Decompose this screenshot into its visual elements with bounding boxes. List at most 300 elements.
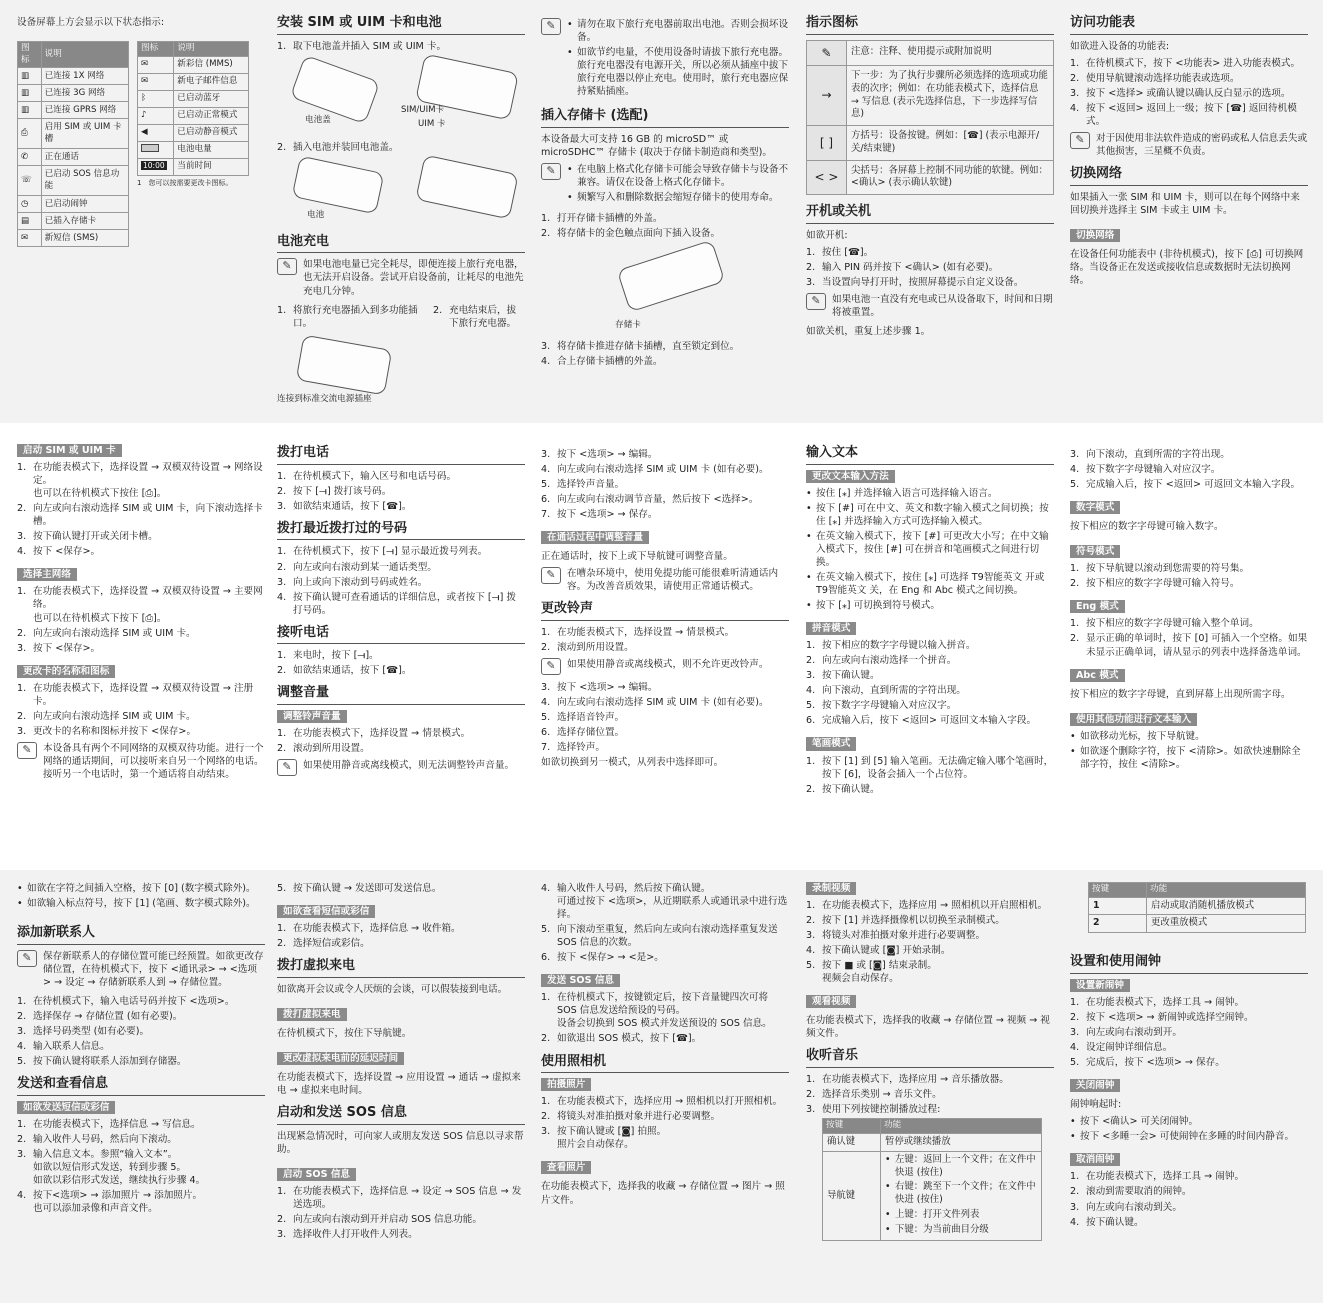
text-p3-c4-a2: 按下 [1] 并选择摄像机以切换至录制模式。 [822, 915, 1005, 927]
text-p1-c3-b1: • 请勿在取下旅行充电器前取出电池。否则会损坏设备。 [567, 18, 789, 44]
text-p1-c2-lb_batt: 电池 [307, 209, 325, 220]
text-p3-c3-a5: 向下滚动至重复，然后向左或向右滚动选择重复发送 SOS 信息的次数。 [557, 924, 778, 949]
text-p1-c1-hdr_desc: 说明 [174, 42, 249, 57]
gprs-network-icon: ▥ [21, 104, 30, 115]
text-p2-c2-note: 如果使用静音或离线模式，则无法调整铃声音量。 [303, 760, 515, 772]
text-p2-c2-d1: 在功能表模式下，选择设置 → 情景模式。 [293, 728, 471, 740]
alarm-icon: ◷ [21, 198, 29, 209]
text-p2-c2-b2: 向左或向右滚动到某一通话类型。 [293, 561, 437, 573]
sos-icon: ☏ [21, 175, 32, 186]
text-p3-c3-a6: 按下 <保存> → <是>。 [557, 952, 664, 964]
subheading-record-video: 录制视频 [806, 882, 856, 895]
text-p3-c4-f1: 暂停或继续播放 [881, 1133, 1042, 1151]
note-charger [541, 18, 789, 100]
text-p3-c5-k2: 2 [1089, 915, 1147, 933]
battery-icon [141, 144, 159, 152]
text-p3-c1-b1: 在功能表模式下，选择信息 → 写信息。 [33, 1118, 201, 1130]
subheading-pinyin: 拼音模式 [806, 622, 856, 635]
text-p2-c3-b7: 选择铃声。 [557, 742, 605, 754]
heading-answer-call: 接听电话 [277, 624, 525, 645]
figure-memory-card [541, 244, 789, 334]
text-p2-c1-a1: 在功能表模式下，选择设置 → 双模双待设置 → 网络设定。 [33, 462, 263, 487]
text-p3-c1-a4: 输入联系人信息。 [33, 1041, 110, 1053]
ringtone-column: 3. 按下 <选项> → 编辑。 4. 向左或向右滚动选择 SIM 或 UIM 卡 (如有必要)。 5. 选择铃声音量。 6. 向左或向右滚动调节音量，然后按下 <选择>。 7. 按下 <选项> → 保存。 在通话过程中调整音量 正在通话时，按下上或下导航键可调整音量。 ✎ 在嘈杂环境中，使用免提功能可能很难听清通话内容。为改善音质效果，请使用正常通话模式。 更改铃声 1. 在功能表模式下，选择设置 → 情景模式。 2. 滚动到所用设置。 ✎ 如果使用静音或离线模式，则不允许更改铃声。 3. 按下 <选项> → 编辑。 4. 向左或向右滚动选择 SIM 或 UIM 卡 (如有必要)。 5. 选择语音铃声。 6. 选择存储位置。 7. 选择铃声。 如欲切换到另一模式，从列表中选择即可。 [541, 448, 789, 773]
text-p1-c4-r1: 注意：注释、使用提示或附加说明 [847, 40, 1054, 65]
bluetooth-icon: ᛒ [141, 92, 147, 103]
text-p1-c1-right-3: 已启动正常模式 [174, 107, 249, 124]
text-p1-c1-hdr_icon: 图标 [138, 42, 174, 57]
text-p2-c2-c1: 来电时，按下 [⟞]。 [293, 650, 379, 662]
text-p1-c1-left-7: 已插入存储卡 [41, 213, 128, 230]
text-p2-c5-u1: • 如欲移动光标，按下导航键。 [1070, 730, 1308, 743]
text-p3-c5-th2: 功能 [1147, 883, 1306, 898]
text-p2-c1-a2: 向左或向右滚动选择 SIM 或 UIM 卡，向下滚动选择卡槽。 [33, 503, 263, 528]
heading-switch-network: 切换网络 [1070, 165, 1308, 186]
note-icon: ✎ [541, 18, 561, 35]
subheading-cancel-alarm: 取消闹钟 [1070, 1153, 1120, 1166]
memory-card-column: ✎ • 请勿在取下旅行充电器前取出电池。否则会损坏设备。 • 如欲节约电量，不使用设备时请拔下旅行充电器。旅行充电器没有电源开关，所以必须从插座中拔下旅行充电器以停止充电。使用时，旅行充电器应保持紧贴插座。 插入存储卡 (选配) 本设备最大可支持 16 GB 的 microSD™ 或 microSDHC™ 存储卡 (取决于存储卡制造商和类型)。 ✎ • 在电脑上格式化存储卡可能会导致存储卡与设备不兼容。请仅在设备上格式化存储卡。 • 频繁写入和删除数据会缩短存储卡的使用寿命。 1. 打开存储卡插槽的外盖。 2. 将存储卡的金色触点面向下插入设备。 存储卡 3. 将存储卡推进存储卡插槽，直至锁定到位。 4. 合上存储卡插槽的外盖。 [541, 14, 789, 370]
text-p1-c4-r4: 尖括号：各屏幕上控制不同功能的软键。例如：<确认> (表示确认软键) [847, 160, 1054, 195]
text-p1-c5-s1: 在待机模式下，按下 <功能表> 进入功能表模式。 [1086, 57, 1301, 69]
text-p2-c4-u3: • 在英文输入模式下，按下 [#] 可更改大小写；在中文输入模式下，按住 [#] 可在拼音和笔画模式之间进行切换。 [806, 530, 1054, 569]
text-p2-c4-b1: 按下 [1] 到 [5] 输入笔画。无法确定输入哪个笔画时，按下 [6]，设备会插入一个占位符。 [822, 755, 1054, 780]
subheading-set-alarm: 设置新闹钟 [1070, 979, 1130, 992]
text-p1-c4-sym2: → [807, 65, 847, 125]
subheading-other-input: 使用其他功能进行文本输入 [1070, 713, 1197, 726]
text-p2-c3-b1: 在功能表模式下，选择设置 → 情景模式。 [557, 627, 735, 639]
text-p3-c3-a4: 输入收件人号码，然后按下确认键。 [557, 883, 711, 894]
text-p1-c5-s2: 使用导航键滚动选择功能表或选项。 [1086, 72, 1240, 84]
camera-column: 4. 输入收件人号码，然后按下确认键。 可通过按下 <选项>，从近期联系人或通讯录中进行选择。 5. 向下滚动至重复，然后向左或向右滚动选择重复发送 SOS 信息的次数。 6. 按下 <保存> → <是>。 发送 SOS 信息 1. 在待机模式下，按键锁定后，按下音量键四次可将 SOS 信息发送给预设的号码。 设备会切换到 SOS 模式并发送预设的 SOS 信息。 2. 如欲退出 SOS 模式，按下 [☎]。 使用照相机 拍摄照片 1. 在功能表模式下，选择应用 → 照相机以打开照相机。 2. 将镜头对准拍摄对象并进行必要调整。 3. 按下确认键或 [◙] 拍照。 照片会自动保存。 查看照片 在功能表模式下，选择我的收藏 → 存储位置 → 图片 → 照片文件。 [541, 883, 788, 1206]
text-p1-c1-left-2: 已连接 GPRS 网络 [41, 102, 128, 119]
text-p3-c5-th1: 按键 [1089, 883, 1147, 898]
text-p1-c1-left-4: 正在通话 [41, 149, 128, 166]
text-p3-c4-f2-2: • 上键：打开文件列表 [885, 1209, 1037, 1222]
note-icon: ✎ [541, 658, 561, 675]
text-p1-c4-s3: 当设置向导打开时，按照屏幕提示自定义设备。 [822, 277, 1024, 289]
memory-card-icon: ▤ [21, 215, 30, 226]
call-icon: ✆ [21, 151, 29, 162]
text-p1-c4-r3: 方括号：设备按键。例如：[☎] (表示电源开/关/结束键) [847, 126, 1054, 161]
text-p3-c4-p1: 在功能表模式下，选择我的收藏 → 存储位置 → 视频 → 视频文件。 [806, 1015, 1050, 1040]
text-p1-c1-left-1: 已连接 3G 网络 [41, 85, 128, 102]
text-p1-c1-right-1: 新电子邮件信息 [174, 73, 249, 90]
text-p3-c3-c1: 在功能表模式下，选择应用 → 照相机以打开照相机。 [557, 1096, 783, 1108]
text-p1-c2-s4: 充电结束后，拔下旅行充电器。 [449, 304, 517, 329]
text-p3-c2-a5: 按下确认键 → 发送即可发送信息。 [293, 883, 442, 894]
text-p1-c4-sym4: < > [807, 160, 847, 195]
subheading-abc-mode: Abc 模式 [1070, 669, 1125, 682]
menu-column: 访问功能表 如欲进入设备的功能表: 1. 在待机模式下，按下 <功能表> 进入功能表模式。 2. 使用导航键滚动选择功能表或选项。 3. 按下 <选择> 或确认键以确认反白显示的选项。 4. 按下 <返回> 返回上一级；按下 [☎] 返回待机模式。 ✎ 对于因使用非法软件造成的密码或私人信息丢失或其他损害，三星概不负责。 切换网络 如果插入一张 SIM 和 UIM 卡，则可以在每个网络中来回切换并选择主 SIM 卡或主 UIM 卡。 切换网络 在设备任何功能表中 (非待机模式)，按下 [⎙] 可切换网络。当设备正在发送或接收信息或数据时无法切换网络。 [1070, 15, 1308, 286]
text-p3-c5-f2: 更改重放模式 [1147, 915, 1306, 933]
text-p1-c2-s1: 取下电池盖并插入 SIM 或 UIM 卡。 [293, 40, 447, 52]
contacts-column: • 如欲在字符之间插入空格，按下 [0] (数字模式除外)。 • 如欲输入标点符号，按下 [1] (笔画、数字模式除外)。 添加新联系人 ✎ 保存新联系人的存储位置可能已经预置。如欲更改存储位置，在待机模式下，按下 <通讯录> → <选项> → 设定 → 存储新联系人到 → 存储位置。 1. 在待机模式下，输入电话号码并按下 <选项>。 2. 选择保存 → 存储位置 (如有必要)。 3. 选择号码类型 (如有必要)。 4. 输入联系人信息。 5. 按下确认键将联系人添加到存储器。 发送和查看信息 如欲发送短信或彩信 1. 在功能表模式下，选择信息 → 写信息。 2. 输入收件人号码，然后向下滚动。 3. 输入信息文本。参照“输入文本”。 如欲以短信形式发送，转到步骤 5。 如欲以彩信形式发送，继续执行步骤 4。 4. 按下<选项> → 添加照片 → 添加照片。 也可以添加录像和声音文件。 [17, 882, 265, 1217]
text-p3-c5-a5: 完成后，按下 <选项> → 保存。 [1086, 1057, 1225, 1069]
text-p3-c2-p4: 出现紧急情况时，可向家人或朋友发送 SOS 信息以寻求帮助。 [277, 1130, 524, 1155]
text-p2-c5-a5: 完成输入后，按下 <返回> 可返回文本输入字段。 [1086, 479, 1301, 491]
phone-battery-drawing [292, 155, 385, 214]
text-p3-c4-f2-1: • 右键：跳至下一个文件；在文件中快进 (按住) [885, 1181, 1037, 1207]
text-p3-c4-b1: 在功能表模式下，选择应用 → 音乐播放器。 [822, 1074, 1009, 1086]
text-p2-c3-note2: 如果使用静音或离线模式，则不允许更改铃声。 [567, 659, 769, 671]
note-ringtone [541, 658, 789, 675]
subheading-main-network: 选择主网络 [17, 568, 77, 581]
text-p2-c4-a6: 完成输入后，按下 <返回> 可返回文本输入字段。 [822, 715, 1037, 727]
text-p2-c2-b1: 在待机模式下，按下 [⟞] 显示最近拨号列表。 [293, 546, 488, 558]
text-p3-c4-k2: 导航键 [823, 1151, 881, 1241]
note-speaker [541, 567, 789, 593]
heading-fake-call: 拨打虚拟来电 [277, 957, 525, 978]
subheading-fake-call: 拨打虚拟来电 [277, 1008, 347, 1021]
text-p3-c4-a5: 按下 ■ 或 [◙] 结束录制。 [822, 960, 937, 972]
text-p2-c1-b1: 在功能表模式下，选择设置 → 双模双待设置 → 主要网络。 [33, 586, 263, 611]
note-icon: ✎ [541, 567, 561, 584]
figure-charger [277, 336, 525, 406]
text-p2-c2-b3: 向上或向下滚动到号码或姓名。 [293, 576, 428, 588]
text-p1-c3-lb_card: 存储卡 [615, 320, 641, 331]
text-p3-c5-p1: 闹钟响起时: [1070, 1099, 1122, 1111]
text-p1-c5-s4: 按下 <返回> 返回上一级；按下 [☎] 返回待机模式。 [1086, 102, 1297, 127]
text-p3-c5-f1: 启动或取消随机播放模式 [1147, 897, 1306, 915]
note-icon: ✎ [277, 759, 297, 776]
text-p3-c3-c3: 按下确认键或 [◙] 拍照。 [557, 1126, 667, 1138]
text-p2-c3-note1: 在嘈杂环境中，使用免提功能可能很难听清通话内容。为改善音质效果，请使用正常通话模式。 [567, 568, 779, 593]
text-p2-c5-b1: 按下导航键以滚动到您需要的符号集。 [1086, 563, 1250, 575]
text-p1-c1-hdr_icon: 图标 [18, 42, 42, 68]
text-p1-c5-s3: 按下 <选择> 或确认键以确认反白显示的选项。 [1086, 87, 1291, 99]
text-p2-c1-a3: 按下确认键打开或关闭卡槽。 [33, 531, 158, 543]
text-p2-c4-a2: 向左或向右滚动选择一个拼音。 [822, 655, 957, 667]
text-p1-c1-right-4: 已启动静音模式 [174, 124, 249, 141]
text-p1-c3-n2: • 频繁写入和删除数据会缩短存储卡的使用寿命。 [567, 191, 789, 204]
text-p3-c4-a3: 将镜头对准拍摄对象并进行必要调整。 [822, 930, 986, 942]
subheading-send-sos: 发送 SOS 信息 [541, 974, 620, 987]
text-p1-c2-lb_uim: UIM 卡 [418, 118, 446, 129]
heading-add-contact: 添加新联系人 [17, 924, 265, 945]
note-icon: ✎ [277, 258, 297, 275]
text-p3-c1-a1: 在待机模式下，输入电话号码并按下 <选项>。 [33, 995, 235, 1007]
text-p1-c4-note: 如果电池一直没有充电或已从设备取下，时间和日期将被重置。 [832, 294, 1053, 319]
subheading-input-method: 更改文本输入方法 [806, 470, 895, 483]
text-p1-c1-left-6: 已启动闹钟 [41, 196, 128, 213]
text-input-column: 输入文本 更改文本输入方法 • 按住 [⁎] 并选择输入语言可选择输入语言。 • 按下 [#] 可在中文、英文和数字输入模式之间切换；按住 [⁎] 并选择输入方式可选择输入模式。 • 在英文输入模式下，按下 [#] 可更改大小写；在中文输入模式下，按住 [#] 可在拼音和笔画模式之间进行切换。 • 在英文输入模式下，按住 [⁎] 可选择 T9智能英文 开或 T9智能英文 关，在 Eng 和 Abc 模式之间切换。 • 按下 [⁎] 可切换到符号模式。 拼音模式 1. 按下相应的数字字母键以输入拼音。 2. 向左或向右滚动选择一个拼音。 3. 按下确认键。 4. 向下滚动，直到所需的字符出现。 5. 按下数字字母键输入对应汉字。 6. 完成输入后，按下 <返回> 可返回文本输入字段。 笔画模式 1. 按下 [1] 到 [5] 输入笔画。无法确定输入哪个笔画时，按下 [6]，设备会插入一个占位符。 2. 按下确认键。 [806, 444, 1054, 798]
text-p1-c4-p1: 如欲开机: [806, 229, 848, 241]
text-p2-c3-p1: 正在通话时，按下上或下导航键可调整音量。 [541, 551, 733, 563]
text-p2-c1-b1b: 也可以在待机模式下按下 [⎙]。 [33, 612, 167, 624]
note-icon: ✎ [541, 163, 561, 180]
text-p3-c1-note: 保存新联系人的存储位置可能已经预置。如欲更改存储位置，在待机模式下，按下 <通讯录> → <选项> → 设定 → 存储新联系人到 → 存储位置。 [43, 950, 264, 988]
heading-redial: 拨打最近拨打过的号码 [277, 520, 525, 541]
subheading-send-message: 如欲发送短信或彩信 [17, 1101, 115, 1114]
normal-mode-icon: ♪ [141, 109, 147, 120]
text-p3-c5-b2: 滚动到需要取消的闹钟。 [1086, 1186, 1192, 1198]
heading-messages: 发送和查看信息 [17, 1075, 265, 1096]
text-p2-c4-b2: 按下确认键。 [822, 783, 880, 795]
text-p1-c2-note: 如果电池电量已完全耗尽，即便连接上旅行充电器，也无法开启设备。尝试开启设备前，让耗尽的电池先充电几分钟。 [303, 259, 524, 297]
indicator-footnote: 1 您可以按需要更改卡图标。 [137, 178, 233, 187]
text-p1-c4-r2: 下一步：为了执行步骤所必须选择的选项或功能表的次序；例如：在功能表模式下，选择信息 → 写信息 (表示先选择信息，下一步选择写信息) [847, 65, 1054, 125]
sms-icon: ✉ [21, 232, 29, 243]
note-liability [1070, 132, 1308, 158]
text-p3-c3-c2: 将镜头对准拍摄对象并进行必要调整。 [557, 1111, 721, 1123]
sim-settings-column: 启动 SIM 或 UIM 卡 1. 在功能表模式下，选择设置 → 双模双待设置 → 网络设定。 也可以在待机模式下按住 [⎙]。 2. 向左或向右滚动选择 SIM 或 UIM 卡，向下滚动选择卡槽。 3. 按下确认键打开或关闭卡槽。 4. 按下 <保存>。 选择主网络 1. 在功能表模式下，选择设置 → 双模双待设置 → 主要网络。 也可以在待机模式下按下 [⎙]。 2. 向左或向右滚动选择 SIM 或 UIM 卡。 3. 按下 <保存>。 更改卡的名称和图标 1. 在功能表模式下，选择设置 → 双模双待设置 → 注册卡。 2. 向左或向右滚动选择 SIM 或 UIM 卡。 3. 更改卡的名称和图标并按下 <保存>。 ✎ 本设备具有两个不同网络的双模双待功能。进行一个网络的通话期间，可以接听来自另一个网络的电话。接听另一个电话时，第一个通话将自动结束。 [17, 445, 264, 780]
note-battery [277, 258, 525, 297]
text-p1-c3-b2: • 如欲节约电量，不使用设备时请拔下旅行充电器。旅行充电器没有电源开关，所以必须从插座中拔下旅行充电器以停止充电。使用时，旅行充电器应保持紧贴插座。 [567, 46, 789, 98]
text-p3-c5-a4: 设定闹钟详细信息。 [1086, 1042, 1173, 1054]
heading-alarm: 设置和使用闹钟 [1070, 953, 1308, 974]
note-icon: ✎ [806, 293, 826, 310]
text-p3-c5-b1: 在功能表模式下，选择工具 → 闹钟。 [1086, 1171, 1245, 1183]
text-p2-c4-a1: 按下相应的数字字母键以输入拼音。 [822, 640, 976, 652]
text-p1-c3-n1: • 在电脑上格式化存储卡可能会导致存储卡与设备不兼容。请仅在设备上格式化存储卡。 [567, 163, 789, 189]
calls-column: 拨打电话 1. 在待机模式下，输入区号和电话号码。 2. 按下 [⟞] 拨打该号码。 3. 如欲结束通话，按下 [☎]。 拨打最近拨打过的号码 1. 在待机模式下，按下 [⟞] 显示最近拨号列表。 2. 向左或向右滚动到某一通话类型。 3. 向上或向下滚动到号码或姓名。 4. 按下确认键可查看通话的详细信息，或者按下 [⟞] 拨打号码。 接听电话 1. 来电时，按下 [⟞]。 2. 如欲结束通话，按下 [☎]。 调整音量 调整铃声音量 1. 在功能表模式下，选择设置 → 情景模式。 2. 滚动到所用设置。 ✎ 如果使用静音或离线模式，则无法调整铃声音量。 [277, 444, 525, 782]
text-p3-c4-b3: 使用下列按键控制播放过程: [822, 1104, 941, 1116]
text-p2-c3-b2: 滚动到所用设置。 [557, 642, 634, 654]
text-p2-c3-b5: 选择语音铃声。 [557, 712, 625, 724]
music-key-table-2 [1088, 882, 1306, 933]
phone-card-drawing [617, 240, 726, 313]
text-p3-c1-b3: 输入信息文本。参照“输入文本”。 [33, 1148, 178, 1160]
symbol-table [806, 40, 1054, 196]
subheading-stroke: 笔画模式 [806, 737, 856, 750]
heading-power: 开机或关机 [806, 203, 1054, 224]
text-p3-c3-a4b: 可通过按下 <选项>，从近期联系人或通讯录中进行选择。 [557, 896, 788, 921]
text-p2-c2-c2: 如欲结束通话，按下 [☎]。 [293, 665, 412, 677]
text-p2-c1-a1b: 也可以在待机模式下按住 [⎙]。 [33, 488, 167, 500]
text-p2-c4-u4: • 在英文输入模式下，按住 [⁎] 可选择 T9智能英文 开或 T9智能英文 关，在 Eng 和 Abc 模式之间切换。 [806, 571, 1054, 597]
text-p3-c5-a1: 在功能表模式下，选择工具 → 闹钟。 [1086, 996, 1245, 1008]
text-p2-c1-b3: 按下 <保存>。 [33, 642, 101, 654]
text-p1-c3-p1: 本设备最大可支持 16 GB 的 microSD™ 或 microSDHC™ 存储卡 (取决于存储卡制造商和类型)。 [541, 133, 772, 158]
subheading-eng-mode: Eng 模式 [1070, 600, 1125, 613]
subheading-take-photo: 拍摄照片 [541, 1078, 591, 1091]
subheading-watch-video: 观看视频 [806, 995, 856, 1008]
heading-make-call: 拨打电话 [277, 444, 525, 465]
text-p3-c5-a3: 向左或向右滚动到开。 [1086, 1027, 1182, 1039]
text-p1-c5-note: 对于因使用非法软件造成的密码或私人信息丢失或其他损害，三星概不负责。 [1096, 132, 1308, 157]
text-p2-c3-b6: 选择存储位置。 [557, 727, 625, 739]
text-p1-c1-right-5: 电池电量 [174, 141, 249, 158]
subheading-view-message: 如欲查看短信或彩信 [277, 905, 375, 918]
heading-symbols: 指示图标 [806, 14, 1054, 35]
text-p3-c3-b2: 如欲退出 SOS 模式，按下 [☎]。 [557, 1033, 702, 1045]
heading-install-sim: 安装 SIM 或 UIM 卡和电池 [277, 14, 525, 35]
heading-sos: 启动和发送 SOS 信息 [277, 1104, 525, 1125]
figure-insert-battery [277, 158, 525, 226]
text-p1-c2-s3: 将旅行充电器插入到多功能插口。 [293, 304, 418, 329]
note-icon: ✎ [1070, 132, 1090, 149]
text-p3-c2-c2: 向左或向右滚动到开并启动 SOS 信息功能。 [293, 1214, 482, 1226]
text-p3-c2-p2: 在待机模式下，按住下导航键。 [277, 1027, 412, 1039]
text-p1-c5-p1: 如欲进入设备的功能表: [1070, 40, 1170, 52]
note-icon: ✎ [17, 950, 37, 967]
heading-camera: 使用照相机 [541, 1053, 789, 1074]
mms-icon: ✉ [141, 58, 149, 69]
subheading-symbol-mode: 符号模式 [1070, 545, 1120, 558]
text-p3-c1-b4b: 也可以添加录像和声音文件。 [33, 1203, 158, 1215]
text-p3-c5-k1: 1 [1089, 897, 1147, 915]
text-p2-c4-a5: 按下数字字母键输入对应汉字。 [822, 700, 957, 712]
note-icon: ✎ [821, 45, 832, 60]
text-p3-c1-b3b: 如欲以短信形式发送，转到步骤 5。 [33, 1162, 187, 1173]
video-music-column: 录制视频 1. 在功能表模式下，选择应用 → 照相机以开启照相机。 2. 按下 [1] 并选择摄像机以切换至录制模式。 3. 将镜头对准拍摄对象并进行必要调整。 4. 按下确认键或 [◙] 开始录制。 5. 按下 ■ 或 [◙] 结束录制。 视频会自动保存。 观看视频 在功能表模式下，选择我的收藏 → 存储位置 → 视频 → 视频文件。 收听音乐 1. 在功能表模式下，选择应用 → 音乐播放器。 2. 选择音乐类别 → 音乐文件。 3. 使用下列按键控制播放过程: 按键 功能 确认键 暂停或继续播放 导航键 • 左键：返回上一个文件；在文件中快退 (按住) • 右键：跳至下一个文件；在文件中快进 (按住) • 上键：打开文件列表 • 下键：为当前曲目分级 [806, 882, 1054, 1241]
heading-text-input: 输入文本 [806, 444, 1054, 465]
heading-memory-card: 插入存储卡 (选配) [541, 107, 789, 128]
text-p3-c1-b3c: 如欲以彩信形式发送，继续执行步骤 4。 [33, 1175, 206, 1187]
text-p2-c1-note: 本设备具有两个不同网络的双模双待功能。进行一个网络的通话期间，可以接听来自另一个网络的电话。接听另一个电话时，第一个通话将自动结束。 [43, 742, 264, 780]
text-p1-c4-s1: 按住 [☎]。 [822, 246, 874, 258]
text-p2-c4-u5: • 按下 [⁎] 可切换到符号模式。 [806, 599, 1054, 612]
text-p2-c2-a3: 如欲结束通话，按下 [☎]。 [293, 500, 412, 512]
text-p2-c3-a7: 按下 <选项> → 保存。 [557, 509, 658, 521]
text-p2-c1-c3: 更改卡的名称和图标并按下 <保存>。 [33, 725, 197, 737]
phone-back-drawing [290, 54, 381, 124]
text-p3-c2-p1: 如欲离开会议或令人厌烦的会谈，可以假装接到电话。 [277, 983, 508, 995]
3g-network-icon: ▥ [21, 87, 30, 98]
text-p3-c3-b1b: 设备会切换到 SOS 模式并发送预设的 SOS 信息。 [557, 1018, 772, 1030]
text-p1-c5-p3: 在设备任何功能表中 (非待机模式)，按下 [⎙] 可切换网络。当设备正在发送或接收信息或数据时无法切换网络。 [1070, 248, 1304, 286]
text-p2-c3-a5: 选择铃声音量。 [557, 479, 625, 491]
text-p3-c4-b2: 选择音乐类别 → 音乐文件。 [822, 1089, 942, 1101]
text-p3-c1-u2: • 如欲输入标点符号，按下 [1] (笔画、数字模式除外)。 [17, 897, 265, 910]
text-p1-c2-lb_ac: 连接到标准交流电源插座 [277, 393, 372, 404]
1x-network-icon: ▥ [21, 70, 30, 81]
time-icon: 10:00 [143, 160, 165, 170]
text-p2-c4-a3: 按下确认键。 [822, 670, 880, 682]
note-power [806, 293, 1054, 319]
subheading-enable-sos: 启动 SOS 信息 [277, 1168, 356, 1181]
alarm-column: 按键 功能 1 启动或取消随机播放模式 2 更改重放模式 设置和使用闹钟 设置新闹钟 1. 在功能表模式下，选择工具 → 闹钟。 2. 按下 <选项> → 新闹钟或选择空闹钟。 3. 向左或向右滚动到开。 4. 设定闹钟详细信息。 5. 完成后，按下 <选项> → 保存。 关闭闹钟 闹钟响起时: • 按下 <确认> 可关闭闹钟。 • 按下 <多睡一会> 可使闹钟在多睡的时间内静音。 取消闹钟 1. 在功能表模式下，选择工具 → 闹钟。 2. 滚动到需要取消的闹钟。 3. 向左或向右滚动到关。 4. 按下确认键。 [1070, 882, 1308, 1231]
text-p3-c2-c1: 在功能表模式下，选择信息 → 设定 → SOS 信息 → 发送选项。 [293, 1185, 522, 1210]
heading-volume: 调整音量 [277, 684, 525, 705]
text-p2-c4-u1: • 按住 [⁎] 并选择输入语言可选择输入语言。 [806, 487, 1054, 500]
text-p2-c3-p2: 如欲切换到另一模式，从列表中选择即可。 [541, 757, 724, 769]
fake-call-column: 5. 按下确认键 → 发送即可发送信息。 如欲查看短信或彩信 1. 在功能表模式下，选择信息 → 收件箱。 2. 选择短信或彩信。 拨打虚拟来电 如欲离开会议或令人厌烦的会谈，可以假装接到电话。 拨打虚拟来电 在待机模式下，按住下导航键。 更改虚拟来电前的延迟时间 在功能表模式下，选择设置 → 应用设置 → 通话 → 虚拟来电 → 虚拟来电时间。 启动和发送 SOS 信息 出现紧急情况时，可向家人或朋友发送 SOS 信息以寻求帮助。 启动 SOS 信息 1. 在功能表模式下，选择信息 → 设定 → SOS 信息 → 发送选项。 2. 向左或向右滚动到开并启动 SOS 信息功能。 3. 选择收件人打开收件人列表。 [277, 883, 524, 1241]
note-dual-standby [17, 742, 265, 781]
subheading-switch-network: 切换网络 [1070, 229, 1120, 242]
text-p1-c5-p2: 如果插入一张 SIM 和 UIM 卡，则可以在每个网络中来回切换并选择主 SIM 卡或主 UIM 卡。 [1070, 191, 1300, 216]
text-p3-c3-c3b: 照片会自动保存。 [557, 1139, 634, 1151]
text-p3-c4-a4: 按下确认键或 [◙] 开始录制。 [822, 945, 951, 957]
text-p3-c1-u1: • 如欲在字符之间插入空格，按下 [0] (数字模式除外)。 [17, 882, 265, 895]
input-modes-column: 3. 向下滚动，直到所需的字符出现。 4. 按下数字字母键输入对应汉字。 5. 完成输入后，按下 <返回> 可返回文本输入字段。 数字模式 按下相应的数字字母键可输入数字。 符号模式 1. 按下导航键以滚动到您需要的符号集。 2. 按下相应的数字字母键可输入符号。 Eng 模式 1. 按下相应的数字字母键可输入整个单词。 2. 显示正确的单词时，按下 [0] 可插入一个空格。如果未显示正确单词，请从显示的列表中选择备选单词。 Abc 模式 按下相应的数字字母键，直到屏幕上出现所需字母。 使用其他功能进行文本输入 • 如欲移动光标，按下导航键。 • 如欲逐个删除字符，按下 <清除>。如欲快速删除全部字符，按住 <清除>。 [1070, 448, 1308, 773]
text-p3-c1-a2: 选择保存 → 存储位置 (如有必要)。 [33, 1010, 183, 1022]
sim-slot-icon: ⎙ [21, 128, 28, 139]
text-p2-c4-u2: • 按下 [#] 可在中文、英文和数字输入模式之间切换；按住 [⁎] 并选择输入方式可选择输入模式。 [806, 502, 1054, 528]
text-p2-c4-a4: 向下滚动，直到所需的字符出现。 [822, 685, 966, 697]
text-p3-c4-a1: 在功能表模式下，选择应用 → 照相机以开启照相机。 [822, 900, 1048, 912]
email-icon: ✉ [141, 75, 149, 86]
text-p2-c1-c2: 向左或向右滚动选择 SIM 或 UIM 卡。 [33, 710, 196, 722]
text-p3-c4-f2-0: • 左键：返回上一个文件；在文件中快退 (按住) [885, 1154, 1037, 1180]
text-p3-c4-k1: 确认键 [823, 1133, 881, 1151]
text-p1-c4-s2: 输入 PIN 码并按下 <确认> (如有必要)。 [822, 262, 999, 273]
text-p2-c3-a3: 按下 <选项> → 编辑。 [557, 449, 658, 460]
text-p2-c5-p2: 按下相应的数字字母键，直到屏幕上出现所需字母。 [1070, 688, 1291, 700]
text-p3-c4-a5b: 视频会自动保存。 [822, 973, 899, 985]
text-p1-c3-s1: 打开存储卡插槽的外盖。 [557, 213, 663, 225]
note-memory-card [541, 163, 789, 206]
text-p3-c1-b2: 输入收件人号码，然后向下滚动。 [33, 1133, 177, 1145]
text-p2-c2-a2: 按下 [⟞] 拨打该号码。 [293, 485, 392, 497]
text-p3-c5-u2: • 按下 <多睡一会> 可使闹钟在多睡的时间内静音。 [1070, 1130, 1308, 1143]
text-p2-c5-u2: • 如欲逐个删除字符，按下 <清除>。如欲快速删除全部字符，按住 <清除>。 [1070, 745, 1308, 771]
text-p3-c1-a5: 按下确认键将联系人添加到存储器。 [33, 1056, 187, 1068]
subheading-activate-sim: 启动 SIM 或 UIM 卡 [17, 444, 122, 457]
indicator-table-right [137, 41, 249, 176]
text-p1-c1-left-0: 已连接 1X 网络 [41, 68, 128, 85]
text-p3-c3-b1: 在待机模式下，按键锁定后，按下音量键四次可将 SOS 信息发送给预设的号码。 [557, 992, 769, 1017]
subheading-ringtone-volume: 调整铃声音量 [277, 710, 347, 723]
note-volume [277, 759, 525, 776]
text-p3-c4-th1: 按键 [823, 1119, 881, 1134]
phone-closed-drawing [415, 154, 518, 219]
text-p1-c3-s4: 合上存储卡插槽的外盖。 [557, 356, 663, 368]
text-p3-c4-th2: 功能 [881, 1119, 1042, 1134]
text-p1-c1-right-2: 已启动蓝牙 [174, 90, 249, 107]
text-p2-c3-b3: 按下 <选项> → 编辑。 [557, 682, 658, 694]
indicator-column [17, 14, 255, 247]
text-p1-c1-right-0: 新彩信 (MMS) [174, 56, 249, 73]
text-p2-c2-b4: 按下确认键可查看通话的详细信息，或者按下 [⟞] 拨打号码。 [293, 591, 517, 616]
text-p1-c1-left-3: 启用 SIM 或 UIM 卡槽 [41, 119, 128, 149]
phone-charging-drawing [296, 334, 393, 395]
note-contact-storage [17, 950, 265, 989]
text-p3-c2-b1: 在功能表模式下，选择信息 → 收件箱。 [293, 923, 461, 935]
text-p2-c5-c2: 显示正确的单词时，按下 [0] 可插入一个空格。如果未显示正确单词，请从显示的列表中选择备选单词。 [1086, 633, 1308, 658]
subheading-call-volume: 在通话过程中调整音量 [541, 531, 649, 544]
text-p2-c1-b2: 向左或向右滚动选择 SIM 或 UIM 卡。 [33, 627, 196, 639]
indicator-intro: 设备屏幕上方会显示以下状态指示: [17, 17, 165, 28]
figure-remove-cover [277, 57, 525, 135]
text-p2-c5-b2: 按下相应的数字字母键可输入符号。 [1086, 578, 1240, 590]
text-p3-c5-a2: 按下 <选项> → 新闹钟或选择空闹钟。 [1086, 1012, 1254, 1024]
indicator-table-left [17, 41, 129, 247]
text-p1-c1-left-8: 新短信 (SMS) [41, 230, 128, 247]
text-p1-c4-sym3: [ ] [807, 126, 847, 161]
text-p2-c2-d2: 滚动到所用设置。 [293, 743, 370, 755]
heading-menu: 访问功能表 [1070, 14, 1308, 35]
music-key-table [822, 1118, 1042, 1241]
install-sim-column: 安装 SIM 或 UIM 卡和电池 1. 取下电池盖并插入 SIM 或 UIM 卡。 电池盖 SIM/UIM卡 UIM 卡 2. 插入电池并装回电池盖。 电池 电池充电 ✎ 如果电池电量已完全耗尽，即便连接上旅行充电器，也无法开启设备。尝试开启设备前，让耗尽的电池先充电几分钟。 1. 将旅行充电器插入到多功能插口。 2. 充电结束后，拔下旅行充电器。 连接到标准交流电源插座 [277, 15, 524, 404]
symbols-column: 指示图标 ✎ 注意：注释、使用提示或附加说明 → 下一步：为了执行步骤所必须选择的选项或功能表的次序；例如：在功能表模式下，选择信息 → 写信息 (表示先选择信息，下一步选择写信息) [ ] 方括号：设备按键。例如：[☎] (表示电源开/关/结束键) < > 尖括号：各屏幕上控制不同功能的软键。例如：<确认> (表示确认软键) 开机或关机 如欲开机: 1. 按住 [☎]。 2. 输入 PIN 码并按下 <确认> (如有必要)。 3. 当设置向导打开时，按照屏幕提示自定义设备。 ✎ 如果电池一直没有充电或已从设备取下，时间和日期将被重置。 如欲关机，重复上述步骤 1。 [806, 15, 1053, 338]
subheading-fake-call-delay: 更改虚拟来电前的延迟时间 [277, 1052, 404, 1065]
text-p3-c2-c3: 选择收件人打开收件人列表。 [293, 1229, 418, 1241]
text-p3-c2-b2: 选择短信或彩信。 [293, 938, 370, 950]
text-p2-c5-p1: 按下相应的数字字母键可输入数字。 [1070, 521, 1224, 533]
subheading-card-name: 更改卡的名称和图标 [17, 665, 115, 678]
heading-battery-charge: 电池充电 [277, 233, 525, 254]
text-p3-c3-p1: 在功能表模式下，选择我的收藏 → 存储位置 → 图片 → 照片文件。 [541, 1181, 785, 1206]
text-p2-c1-c1: 在功能表模式下，选择设置 → 双模双待设置 → 注册卡。 [33, 682, 254, 707]
text-p2-c3-a4: 向左或向右滚动选择 SIM 或 UIM 卡 (如有必要)。 [557, 464, 769, 476]
text-p2-c5-a4: 按下数字字母键输入对应汉字。 [1086, 464, 1221, 476]
subheading-stop-alarm: 关闭闹钟 [1070, 1079, 1120, 1092]
subheading-view-photo: 查看照片 [541, 1161, 591, 1174]
text-p3-c5-u1: • 按下 <确认> 可关闭闹钟。 [1070, 1115, 1308, 1128]
text-p2-c5-c1: 按下相应的数字字母键可输入整个单词。 [1086, 618, 1259, 630]
text-p3-c4-f2-3: • 下键：为当前曲目分级 [885, 1224, 1037, 1237]
text-p1-c2-s2: 插入电池并装回电池盖。 [293, 141, 399, 153]
text-p3-c5-b3: 向左或向右滚动到关。 [1086, 1201, 1182, 1213]
text-p1-c1-right-6: 当前时间 [174, 158, 249, 175]
note-icon: ✎ [17, 742, 37, 759]
text-p2-c5-a3: 向下滚动，直到所需的字符出现。 [1086, 449, 1230, 460]
heading-music: 收听音乐 [806, 1047, 1054, 1068]
heading-change-ringtone: 更改铃声 [541, 600, 789, 621]
text-p1-c1-left-5: 已启动 SOS 信息功能 [41, 166, 128, 196]
text-p3-c1-b4: 按下<选项> → 添加照片 → 添加照片。 [33, 1190, 203, 1202]
